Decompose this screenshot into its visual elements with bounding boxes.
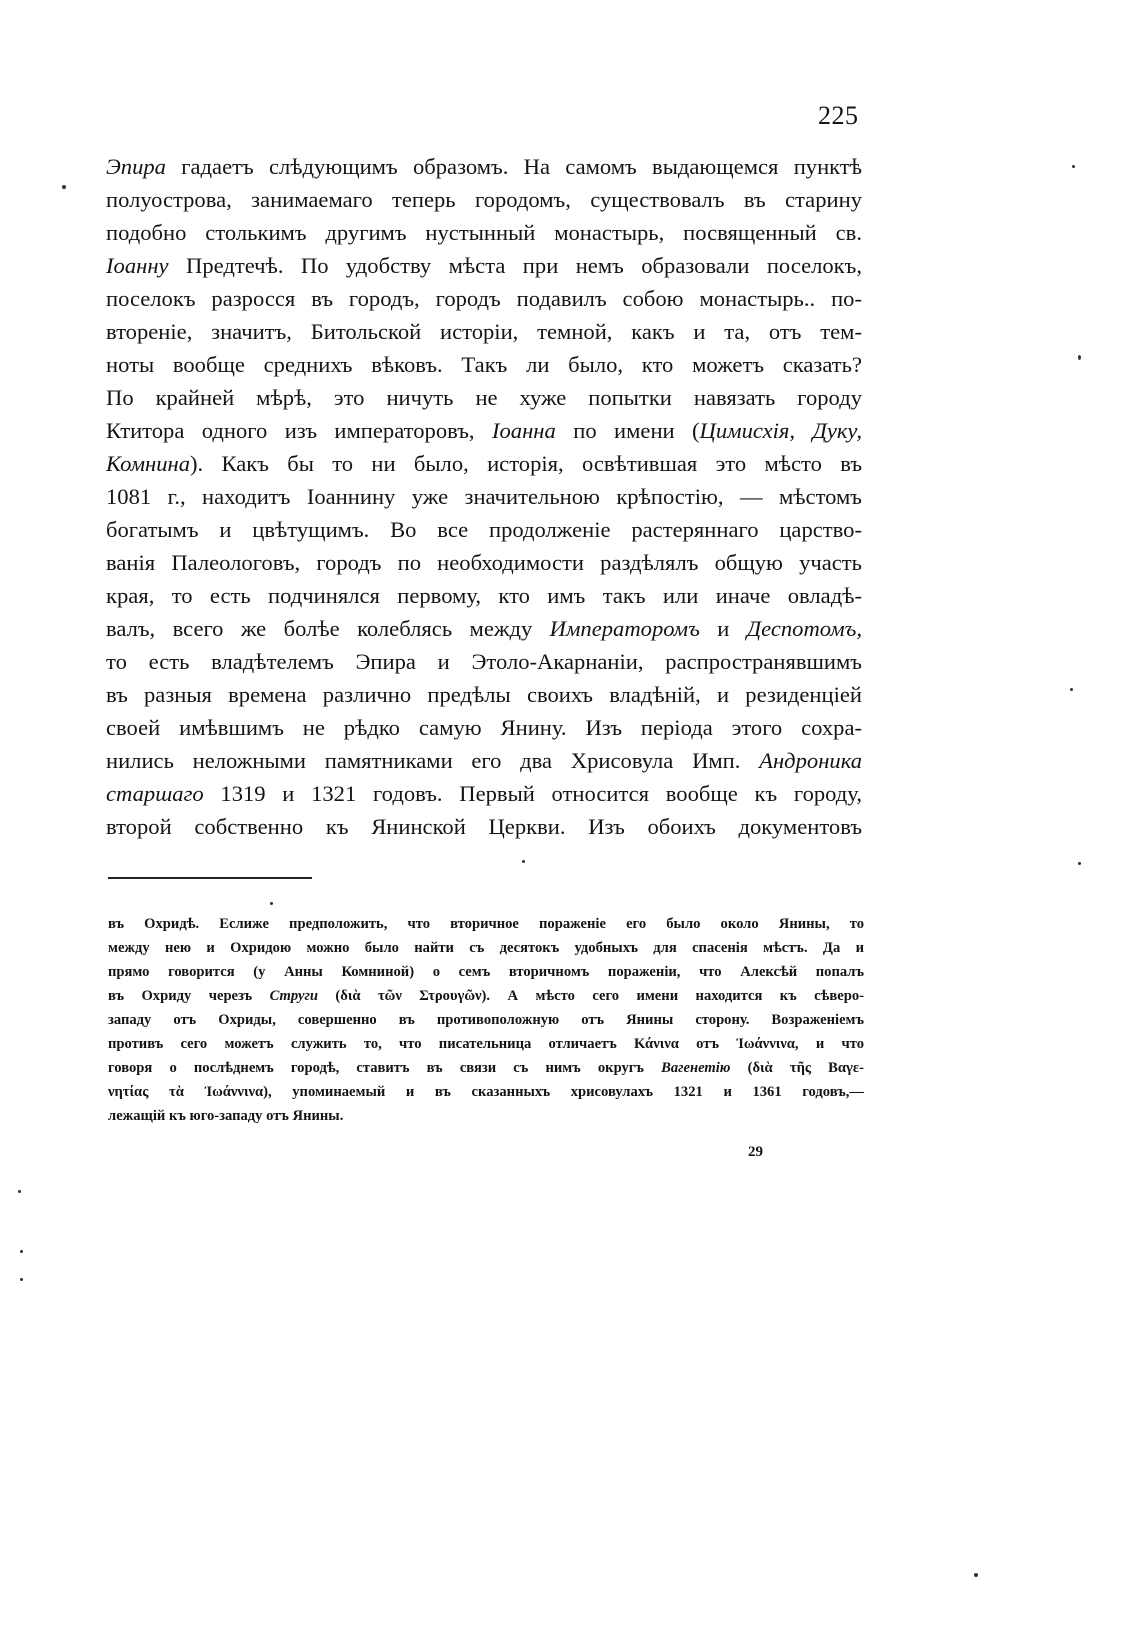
text-run: 1319 и 1321 годовъ. Первый относится вообще къ городу, — [203, 781, 862, 806]
text-run: въ Охриду черезъ — [108, 988, 270, 1004]
italic-text: Эпира — [106, 154, 166, 179]
italic-text: Императоромъ — [549, 616, 700, 641]
body-line — [106, 381, 862, 414]
text-run: нились неложными памятниками его два Хрисовула Имп. — [106, 748, 760, 773]
text-run: (διὰ τῶν Στρουγῶν). А мѣсто сего имени находится къ сѣверо- — [317, 988, 864, 1004]
text-run: то есть владѣтелемъ Эпира и Этоло-Акарнаніи, распространявшимъ — [106, 649, 862, 674]
body-line — [106, 216, 862, 249]
italic-text: Іоанна — [491, 418, 556, 443]
body-line — [106, 414, 862, 447]
body-line — [106, 480, 862, 513]
text-run: говоря о послѣднемъ городѣ, ставитъ въ связи съ нимъ округъ — [108, 1060, 662, 1076]
scan-speck — [20, 1278, 23, 1281]
italic-text: Іоанну — [106, 253, 169, 278]
footnote-line — [108, 1104, 864, 1128]
body-line — [106, 777, 862, 810]
scan-speck — [1070, 688, 1073, 691]
text-run: края, то есть подчинялся первому, кто имъ такъ или иначе овладѣ- — [106, 583, 862, 608]
body-line — [106, 249, 862, 282]
text-run: въ разныя времена различно предѣлы своихъ владѣній, и резиденціей — [106, 682, 862, 707]
body-line — [106, 315, 862, 348]
text-run: противъ сего можетъ служить то, что писательница отличаетъ Κάνινα отъ Ἰωάννινα, и что — [108, 1036, 864, 1052]
text-run: второй собственно къ Янинской Церкви. Изъ обоихъ документовъ — [106, 814, 862, 839]
text-run: полуострова, занимаемаго теперь городомъ, существовалъ въ старину — [106, 187, 862, 212]
footnote-line — [108, 984, 864, 1008]
text-run: западу отъ Охриды, совершенно въ противоположную отъ Янины сторону. Возраженіемъ — [108, 1012, 864, 1028]
body-line — [106, 711, 862, 744]
body-line — [106, 645, 862, 678]
footnote-line — [108, 960, 864, 984]
text-run: между нею и Охридою можно было найти съ десятокъ удобныхъ для спасенія мѣстъ. Да и — [108, 940, 864, 956]
text-run: Предтечѣ. По удобству мѣста при немъ образовали поселокъ, — [168, 253, 862, 278]
text-run: прямо говорится (у Анны Комниной) о семъ вторичномъ пораженіи, что Алексѣй попалъ — [108, 964, 864, 980]
footnote-line — [108, 1056, 864, 1080]
text-run: въ Охридѣ. Еслиже предположить, что вторичное пораженіе его было около Янины, то — [108, 916, 864, 932]
scan-speck — [270, 902, 273, 905]
text-run: Ктитора одного изъ императоровъ, — [106, 418, 492, 443]
scan-speck — [1078, 355, 1081, 360]
body-line — [106, 612, 862, 645]
scan-speck — [522, 860, 525, 863]
body-line — [106, 348, 862, 381]
footnote-separator — [108, 877, 312, 879]
footnotes — [108, 912, 864, 1128]
body-line — [106, 150, 862, 183]
text-run: втореніе, значитъ, Битольской исторіи, темной, какъ и та, отъ тем- — [106, 319, 862, 344]
text-run: по имени ( — [555, 418, 700, 443]
italic-text: Вагенетію — [661, 1060, 731, 1076]
body-line — [106, 678, 862, 711]
body-line — [106, 183, 862, 216]
footnote-line — [108, 936, 864, 960]
italic-text: старшаго — [106, 781, 204, 806]
text-run: поселокъ разросся въ городъ, городъ подавилъ собою монастырь.. по- — [106, 286, 862, 311]
italic-text: Струги — [269, 988, 318, 1004]
italic-text: Комнина — [106, 451, 191, 476]
body-line — [106, 744, 862, 777]
body-line — [106, 513, 862, 546]
footnote-line — [108, 912, 864, 936]
main-text — [106, 150, 862, 843]
scan-speck — [20, 1250, 23, 1253]
text-run: ноты вообще среднихъ вѣковъ. Такъ ли было, кто можетъ сказать? — [106, 352, 862, 377]
footnote-line — [108, 1008, 864, 1032]
page-number: 225 — [818, 101, 859, 130]
scan-speck — [1078, 862, 1081, 865]
footnote-line — [108, 1080, 864, 1104]
body-line — [106, 447, 862, 480]
text-run: По крайней мѣрѣ, это ничуть не хуже попытки навязать городу — [106, 385, 862, 410]
text-run: лежащій къ юго-западу отъ Янины. — [108, 1108, 344, 1124]
text-run: νητίας τὰ Ἰωάννινα), упоминаемый и въ сказанныхъ хрисовулахъ 1321 и 1361 годовъ,— — [108, 1084, 864, 1100]
footnote-line — [108, 1032, 864, 1056]
text-run: и — [699, 616, 747, 641]
text-run: (διὰ τῆς Βαγε- — [730, 1060, 864, 1076]
scan-speck — [1072, 165, 1075, 168]
scan-speck — [974, 1573, 978, 1577]
body-line — [106, 282, 862, 315]
body-line — [106, 579, 862, 612]
text-run: богатымъ и цвѣтущимъ. Во все продолженіе растеряннаго царство- — [106, 517, 862, 542]
signature-mark: 29 — [748, 1144, 763, 1160]
scan-speck — [18, 1190, 21, 1193]
italic-text: Деспотомъ, — [746, 616, 862, 641]
text-run: валъ, всего же болѣе колеблясь между — [106, 616, 550, 641]
text-run: ванія Палеологовъ, городъ по необходимости раздѣлялъ общую участь — [106, 550, 862, 575]
text-run: своей имѣвшимъ не рѣдко самую Янину. Изъ періода этого сохра- — [106, 715, 862, 740]
italic-text: Цимисхія, Дуку, — [699, 418, 862, 443]
text-run: гадаетъ слѣдующимъ образомъ. На самомъ выдающемся пунктѣ — [165, 154, 862, 179]
text-run: ). Какъ бы то ни было, исторія, освѣтившая это мѣсто въ — [190, 451, 862, 476]
body-line — [106, 810, 862, 843]
scan-speck — [62, 185, 66, 189]
body-line — [106, 546, 862, 579]
italic-text: Андроника — [759, 748, 862, 773]
text-run: 1081 г., находитъ Іоаннину уже значительною крѣпостію, — мѣстомъ — [106, 484, 862, 509]
text-run: подобно столькимъ другимъ нустынный монастырь, посвященный св. — [106, 220, 862, 245]
